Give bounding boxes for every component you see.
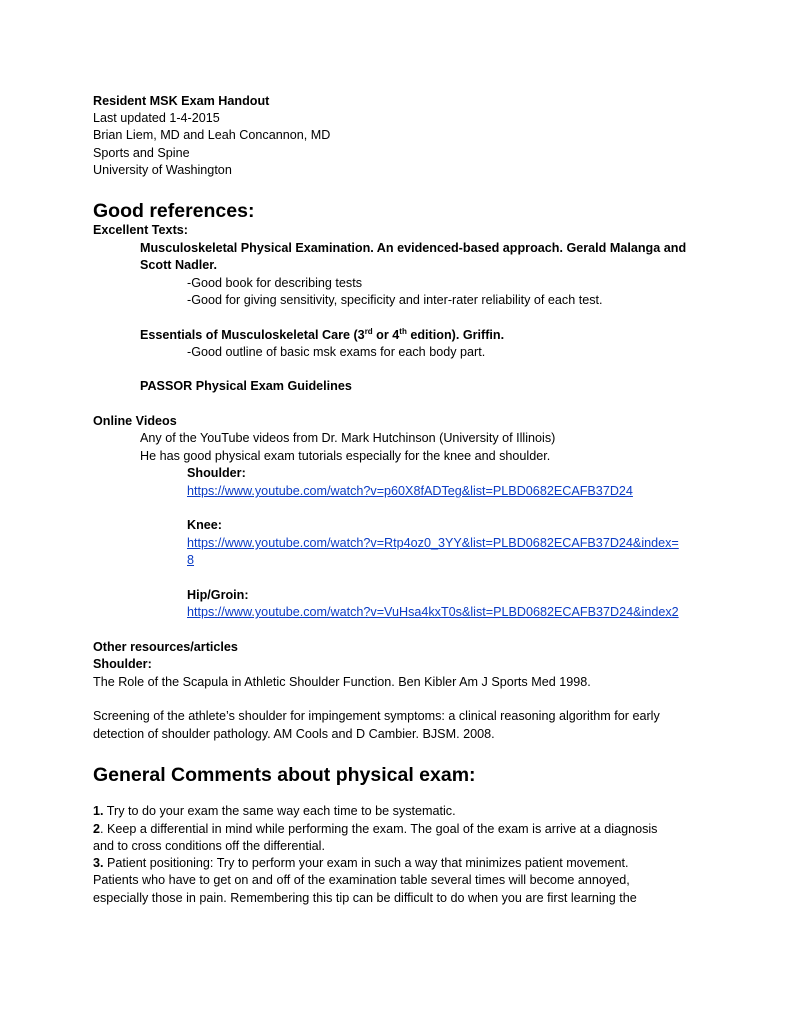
excellent-texts-label: Excellent Texts:: [93, 223, 188, 237]
article2-line2: detection of shoulder pathology. AM Cools and D Cambier. BJSM. 2008.: [93, 727, 495, 741]
comment-item-1: [93, 803, 456, 820]
book2-sup1: rd: [364, 326, 373, 336]
book1-note1: -Good book for describing tests: [187, 276, 363, 290]
comment-3-line3: especially those in pain. Remembering this tip can be difficult to do when you are first learning the: [93, 891, 637, 905]
shoulder-video-label: Shoulder:: [187, 466, 246, 480]
department: Sports and Spine: [93, 146, 190, 160]
institution: University of Washington: [93, 163, 232, 177]
comment-3-line2: Patients who have to get on and off of the examination table several times will become annoyed,: [93, 873, 630, 887]
book2-sup2: th: [399, 326, 407, 336]
book2-note: -Good outline of basic msk exams for each body part.: [187, 345, 486, 359]
book1-title-line2: Scott Nadler.: [140, 258, 217, 272]
article2-line1: Screening of the athlete’s shoulder for impingement symptoms: a clinical reasoning algorithm for early: [93, 709, 660, 723]
book2-title-part2: or 4: [372, 328, 400, 342]
shoulder-video-link[interactable]: https://www.youtube.com/watch?v=p60X8fADTeg&list=PLBD0682ECAFB37D24: [187, 484, 633, 498]
videos-intro1: Any of the YouTube videos from Dr. Mark Hutchinson (University of Illinois): [140, 431, 556, 445]
comment-2-number: 2: [93, 822, 101, 836]
knee-video-label: Knee:: [187, 518, 222, 532]
book2-title-part3: edition). Griffin.: [406, 328, 505, 342]
comment-item-3: [93, 855, 629, 872]
book3-title: PASSOR Physical Exam Guidelines: [140, 379, 352, 393]
knee-video-link[interactable]: https://www.youtube.com/watch?v=Rtp4oz0_3YY&list=PLBD0682ECAFB37D24&index=: [187, 536, 679, 550]
book2-title: [140, 327, 504, 344]
videos-intro2: He has good physical exam tutorials especially for the knee and shoulder.: [140, 449, 551, 463]
comment-1-number: 1.: [93, 804, 104, 818]
document-title: Resident MSK Exam Handout: [93, 94, 270, 108]
knee-video-link-cont[interactable]: 8: [187, 553, 195, 567]
article1: The Role of the Scapula in Athletic Shoulder Function. Ben Kibler Am J Sports Med 1998.: [93, 675, 591, 689]
book2-title-part1: Essentials of Musculoskeletal Care (3: [140, 328, 365, 342]
general-comments-heading: General Comments about physical exam:: [93, 764, 476, 786]
last-updated: Last updated 1-4-2015: [93, 111, 220, 125]
hip-video-label: Hip/Groin:: [187, 588, 249, 602]
authors: Brian Liem, MD and Leah Concannon, MD: [93, 128, 331, 142]
comment-1-text: Try to do your exam the same way each time to be systematic.: [103, 804, 456, 818]
other-resources-heading: Other resources/articles: [93, 640, 238, 654]
comment-item-2: [93, 821, 657, 838]
comment-2-text: . Keep a differential in mind while performing the exam. The goal of the exam is arrive at a diagnosis: [100, 822, 658, 836]
other-shoulder-label: Shoulder:: [93, 657, 152, 671]
references-heading: Good references:: [93, 200, 255, 222]
online-videos-heading: Online Videos: [93, 414, 177, 428]
book1-title-line1: Musculoskeletal Physical Examination. An evidenced-based approach. Gerald Malanga and: [140, 241, 687, 255]
book1-note2: -Good for giving sensitivity, specificity and inter-rater reliability of each test.: [187, 293, 603, 307]
hip-video-link[interactable]: https://www.youtube.com/watch?v=VuHsa4kxT0s&list=PLBD0682ECAFB37D24&index2: [187, 605, 679, 619]
comment-3-number: 3.: [93, 856, 104, 870]
comment-2-line2: and to cross conditions off the differential.: [93, 839, 325, 853]
comment-3-text: Patient positioning: Try to perform your exam in such a way that minimizes patient movement.: [103, 856, 629, 870]
